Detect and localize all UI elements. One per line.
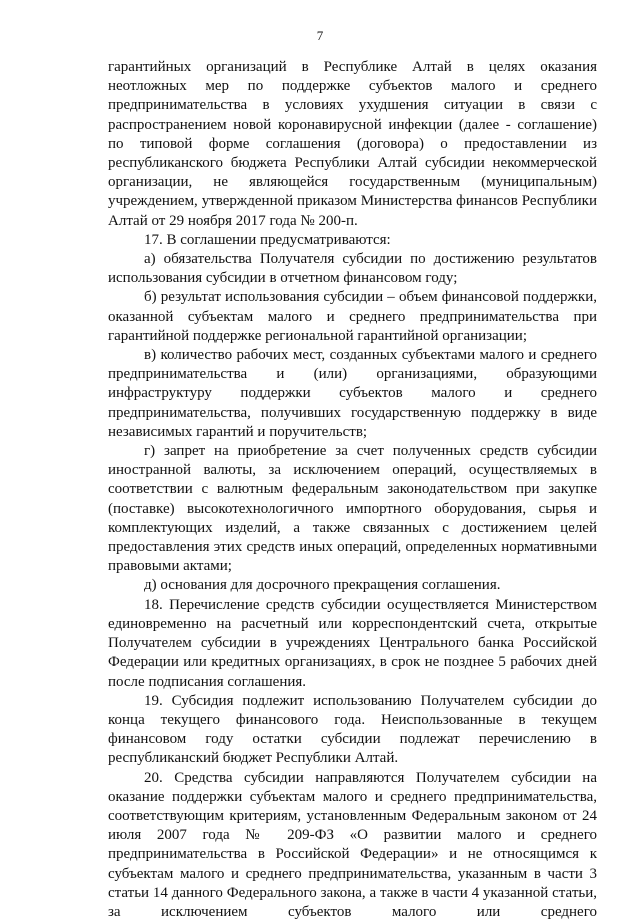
paragraph-17g: г) запрет на приобретение за счет полученных средств субсидии иностранной валюты, за исключением операций, осуществляемых в соответствии с валютным федеральным законодательством при закупке (поставке) высокотехнологичного импортного оборудования, сырья и комплектующих изделий, а также связанных с достижением целей предоставления этих средств иных операций, определенных нормативными правовыми актами;: [108, 443, 597, 575]
paragraph-continuation: гарантийных организаций в Республике Алтай в целях оказания неотложных мер по поддержке субъектов малого и среднего предпринимательства в условиях ухудшения ситуации в связи с распространением новой коронавирусной инфекции (далее - соглашение) по типовой форме соглашения (договора) о предоставлении из республиканского бюджета Республики Алтай субсидии некоммерческой организации, не являющейся государственным (муниципальным) учреждением, утвержденной приказом Министерства финансов Республики Алтай от 29 ноября 2017 года № 200-п.: [108, 59, 597, 229]
paragraph-20: 20. Средства субсидии направляются Получателем субсидии на оказание поддержки субъектам малого и среднего предпринимательства, соответствующим критериям, установленным Федеральным законом от 24 июля 2007 года № 209-ФЗ «О развитии малого и среднего предпринимательства в Российской Федерации» и не относящимся к субъектам малого и среднего предпринимательства, указанным в части 3 статьи 14 данного Федерального закона, а также в части 4 указанной статьи, за исключением субъектов малого или среднего: [108, 769, 597, 920]
paragraph-17v: в) количество рабочих мест, созданных субъектами малого и среднего предпринимательства и (или) организациями, образующими инфраструктуру поддержки субъектов малого и среднего предпринимательства, получивших государственную поддержку в виде независимых гарантий и поручительств;: [108, 347, 597, 440]
paragraph-19: 19. Субсидия подлежит использованию Получателем субсидии до конца текущего финансового года. Неиспользованные в текущем финансовом году остатки субсидии подлежат перечислению в республиканский бюджет Республики Алтай.: [108, 692, 597, 767]
document-body: [108, 58, 597, 922]
page-number: 7: [316, 28, 324, 43]
paragraph-17b: б) результат использования субсидии – объем финансовой поддержки, оказанной субъектам малого и среднего предпринимательства при гарантийной поддержке региональной гарантийной организации;: [108, 289, 597, 344]
paragraph-18: 18. Перечисление средств субсидии осуществляется Министерством единовременно на расчетный или корреспондентский счета, открытые Получателем субсидии в учреждениях Центрального банка Российской Федерации или кредитных организациях, в срок не позднее 5 рабочих дней после подписания соглашения.: [108, 596, 597, 690]
paragraph-17d: д) основания для досрочного прекращения соглашения.: [144, 577, 501, 594]
paragraph-17: 17. В соглашении предусматриваются:: [144, 231, 391, 248]
paragraph-17a: а) обязательства Получателя субсидии по достижению результатов использования субсидии в отчетном финансовом году;: [108, 251, 597, 287]
